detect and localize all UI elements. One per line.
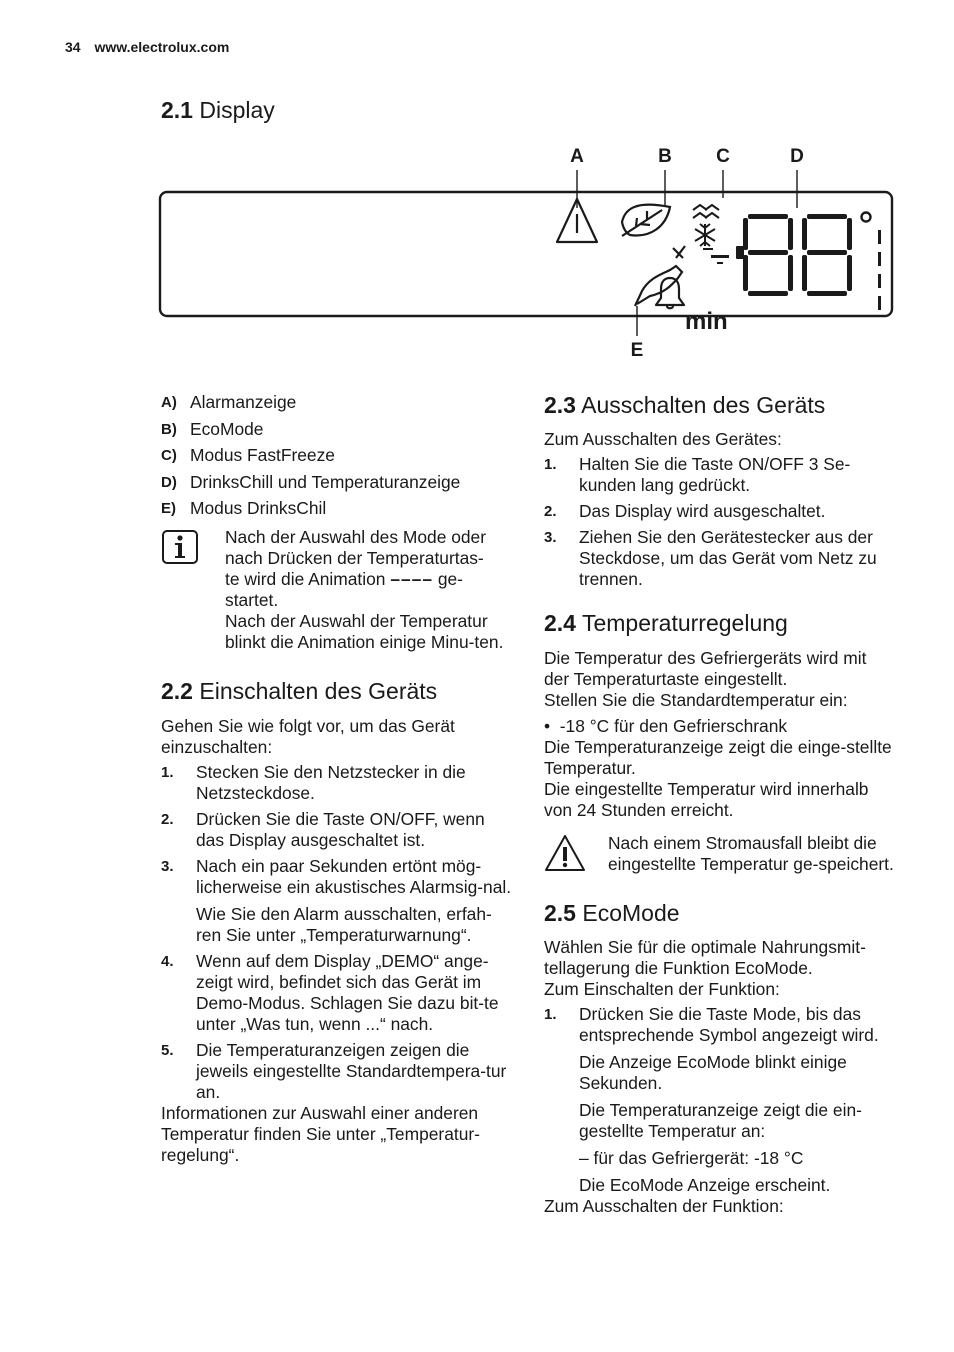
section-2-4-text: Die Temperaturanzeige zeigt die einge-stellte Temperatur. bbox=[544, 736, 892, 778]
legend-item: C) Modus FastFreeze bbox=[161, 445, 335, 465]
section-2-2-heading: 2.2 Einschalten des Geräts bbox=[161, 678, 438, 704]
label-b: B bbox=[658, 146, 672, 167]
warning-note bbox=[544, 833, 896, 878]
bullet-item: • -18 °C für den Gefrierschrank bbox=[544, 715, 788, 736]
section-2-4-text: Stellen Sie die Standardtemperatur ein: bbox=[544, 689, 848, 710]
list-item: 3. Ziehen Sie den Gerätestecker aus der Steckdose, um das Gerät vom Netz zu trennen. bbox=[544, 527, 877, 590]
legend-list bbox=[161, 392, 513, 519]
ecomode-sub-text: Die EcoMode Anzeige erscheint. bbox=[579, 1175, 831, 1196]
minutes-text: min bbox=[685, 308, 728, 335]
left-column bbox=[161, 392, 513, 1166]
list-item: 5. Die Temperaturanzeigen zeigen die jeweils eingestellte Standardtempera-tur an. bbox=[161, 1040, 507, 1103]
right-column bbox=[544, 392, 896, 1217]
section-2-1-heading bbox=[161, 97, 275, 123]
section-2-5-text: Zum Einschalten der Funktion: bbox=[544, 979, 780, 1000]
section-2-4-text: Die Temperatur des Gefriergeräts wird mit der Temperaturtaste eingestellt. bbox=[544, 647, 867, 689]
ecomode-sub-text: Die Anzeige EcoMode blinkt einige Sekunden. bbox=[579, 1052, 847, 1094]
list-item: 2. Das Display wird ausgeschaltet. bbox=[544, 501, 826, 522]
section-2-4-heading: 2.4 Temperaturregelung bbox=[544, 610, 788, 637]
page-number: 34 bbox=[65, 39, 81, 55]
section-2-4-text: Die eingestellte Temperatur wird innerhalb von 24 Stunden erreicht. bbox=[544, 778, 869, 820]
section-title: Display bbox=[199, 97, 275, 123]
label-d: D bbox=[790, 146, 804, 167]
list-item bbox=[161, 904, 513, 946]
dash-item: – für das Gefriergerät: -18 °C bbox=[579, 1148, 804, 1169]
list-item: 4. Wenn auf dem Display „DEMO“ ange-zeigt wird, befindet sich das Gerät im Demo-Modus. Schlagen Sie dazu bit-te unter „Was tun, wenn ...“ nach. bbox=[161, 951, 499, 1035]
section-2-5-heading: 2.5 EcoMode bbox=[544, 899, 680, 926]
section-2-5-text: Wählen Sie für die optimale Nahrungsmit-tellagerung die Funktion EcoMode. bbox=[544, 937, 866, 979]
section-2-2-outro: Informationen zur Auswahl einer anderen Temperatur finden Sie unter „Temperatur-regelung“. bbox=[161, 1103, 480, 1166]
degree-symbol bbox=[862, 213, 871, 222]
page-header bbox=[65, 39, 229, 55]
website-url[interactable]: www.electrolux.com bbox=[94, 39, 230, 55]
label-c: C bbox=[716, 146, 730, 167]
warning-text: Nach einem Stromausfall bleibt die eingestellte Temperatur ge-speichert. bbox=[608, 832, 894, 874]
legend-item: E) Modus DrinksChil bbox=[161, 498, 327, 518]
step-3-sub: Wie Sie den Alarm ausschalten, erfah-ren Sie unter „Temperaturwarnung“. bbox=[196, 904, 492, 946]
legend-item: D) DrinksChill und Temperaturanzeige bbox=[161, 471, 461, 492]
ecomode-steps bbox=[544, 1004, 896, 1046]
label-e: E bbox=[630, 340, 644, 361]
switch-on-steps bbox=[161, 762, 513, 1103]
bell-icon bbox=[656, 278, 684, 308]
legend-item: A) Alarmanzeige bbox=[161, 392, 297, 412]
switch-off-steps bbox=[544, 454, 896, 590]
plus-minus-indicator bbox=[703, 248, 729, 264]
fastfreeze-snowflake-icon bbox=[693, 205, 719, 246]
section-2-3-heading: 2.3 Ausschalten des Geräts bbox=[544, 392, 826, 418]
list-item: 1. Halten Sie die Taste ON/OFF 3 Se-kunden lang gedrückt. bbox=[544, 454, 851, 496]
list-item: 1. Stecken Sie den Netzstecker in die Netzsteckdose. bbox=[161, 762, 466, 804]
section-2-3-intro: Zum Ausschalten des Gerätes: bbox=[544, 429, 782, 450]
warning-icon bbox=[544, 833, 586, 873]
info-icon bbox=[161, 527, 201, 567]
info-note-text: Nach der Auswahl des Mode oder nach Drücken der Temperaturtas- te wird die Animation –––– ge- startet. Nach der Auswahl der Temperatur blinkt die Animation einige Minu-ten. bbox=[225, 527, 504, 652]
list-item: 1. Drücken Sie die Taste Mode, bis das entsprechende Symbol angezeigt wird. bbox=[544, 1004, 879, 1046]
animation-dashes: –––– bbox=[390, 569, 433, 589]
display-panel-diagram bbox=[150, 138, 910, 368]
section-number: 2.1 bbox=[161, 97, 193, 123]
info-note bbox=[161, 527, 513, 653]
section-2-5-text: Zum Ausschalten der Funktion: bbox=[544, 1196, 784, 1217]
legend-item: B) EcoMode bbox=[161, 418, 264, 439]
ecomode-sub-text: Die Temperaturanzeige zeigt die ein-gestellte Temperatur an: bbox=[579, 1100, 862, 1142]
seven-segment-digits bbox=[736, 214, 852, 296]
list-item: 2. Drücken Sie die Taste ON/OFF, wenn das Display ausgeschaltet ist. bbox=[161, 809, 485, 851]
list-item: 3. Nach ein paar Sekunden ertönt mög-licherweise ein akustisches Alarmsig-nal. bbox=[161, 856, 512, 898]
label-a: A bbox=[570, 146, 584, 167]
eco-leaf-icon bbox=[622, 205, 670, 236]
section-2-2-intro: Gehen Sie wie folgt vor, um das Gerät einzuschalten: bbox=[161, 716, 455, 758]
animation-bar bbox=[878, 230, 881, 310]
